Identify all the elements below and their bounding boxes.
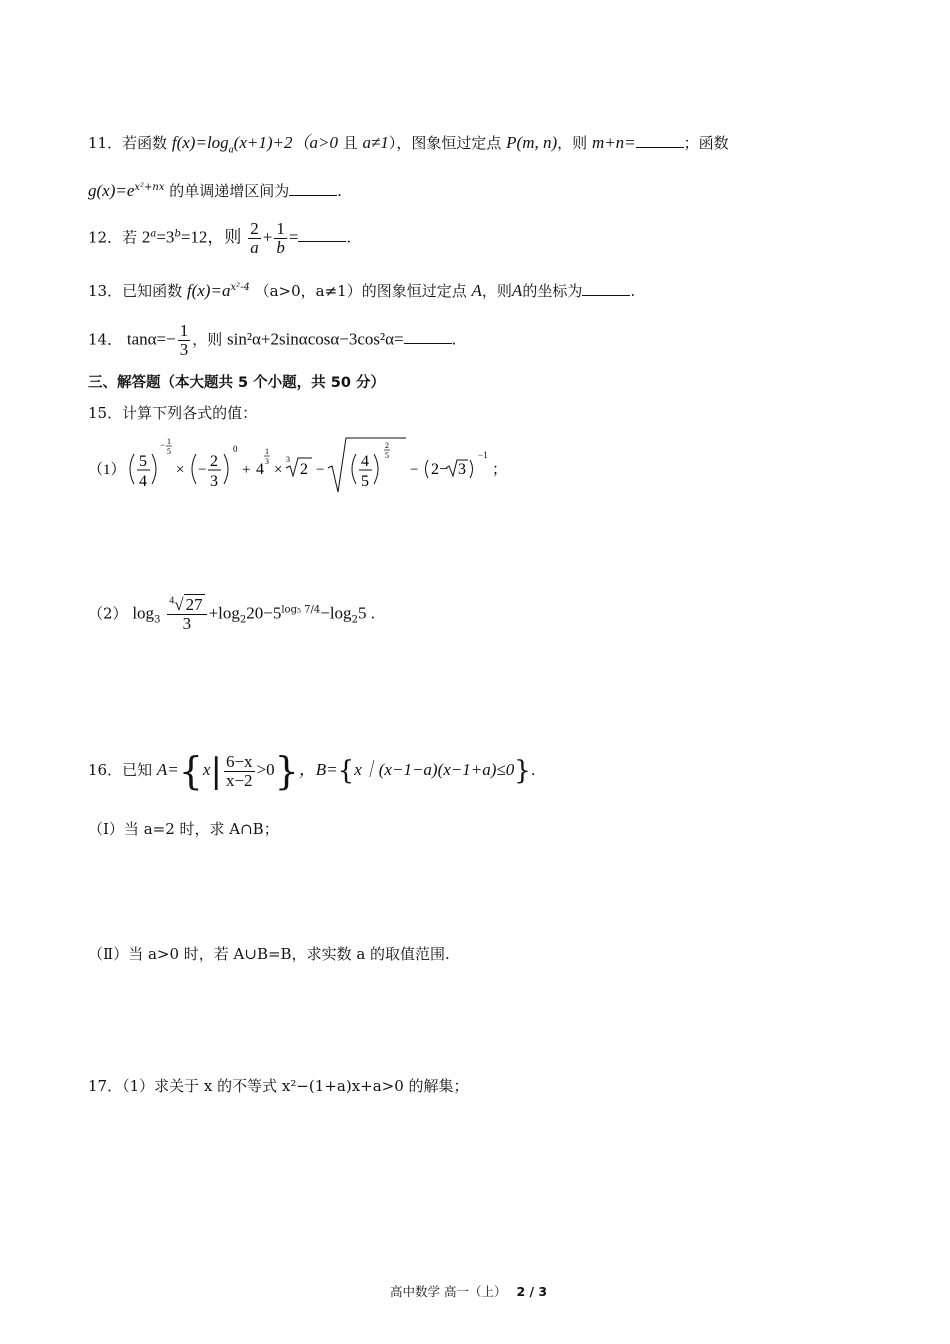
minus: − — [316, 462, 325, 478]
page-number: 2 / 3 — [516, 1284, 548, 1299]
q12-equals: = — [288, 227, 299, 247]
question-12: 12．若 $2^a=3^b=12$，则 $\frac{2}{a}$ + $\frac{1}{b}$ = . — [88, 219, 352, 257]
q11-rest: (x+1)+2（ — [233, 133, 310, 152]
answer-blank — [582, 284, 630, 296]
q12-num2: 1 — [276, 219, 285, 238]
paren-right — [152, 454, 156, 484]
q13-text: ，则 — [481, 282, 512, 300]
paren-left — [192, 454, 196, 484]
exponent-den: 5 — [167, 447, 171, 456]
page-footer — [390, 1282, 547, 1300]
q12-den1: a — [250, 237, 259, 257]
exponent-num: 1 — [167, 437, 171, 446]
q13-label: 13．已知函数 — [88, 282, 183, 300]
term: 2− — [431, 461, 449, 478]
question-16 — [88, 749, 536, 793]
set-bar: | — [210, 751, 222, 791]
exponent: − — [160, 440, 166, 450]
q11-tail: ），图象恒过定点 — [388, 134, 502, 152]
q11-g-text: 的单调递增区间为 — [169, 182, 290, 200]
q15-p2-label: （2） — [88, 604, 128, 623]
plus: + — [242, 462, 251, 478]
q12-base2: =3 — [156, 227, 175, 247]
q13-condition: （a>0，a≠1）的图象恒过定点 — [254, 282, 467, 300]
q14-fraction — [178, 322, 191, 359]
minus: − — [198, 462, 207, 478]
q15-log-base: 3 — [154, 614, 161, 626]
q16-set-b: ，B= — [298, 760, 338, 779]
frac-den: 4 — [139, 473, 147, 490]
q16-fraction — [224, 753, 255, 790]
q13-function: f(x)=a — [186, 281, 231, 300]
q16-label: 16．已知 — [88, 761, 153, 779]
q12-label: 12．若 — [88, 228, 138, 247]
q12-fraction-1 — [248, 220, 261, 257]
section-heading: 三、解答题（本大题共 5 个小题，共 50 分） — [88, 375, 385, 391]
q15-minus-log: −log — [320, 603, 352, 623]
q15-log: log — [132, 603, 155, 623]
q11-point: P(m, n) — [506, 133, 558, 152]
q16-frac-den: x−2 — [225, 770, 253, 790]
frac-num: 4 — [361, 453, 369, 470]
q15-log-base2: 2 — [239, 614, 247, 626]
semicolon: ； — [492, 462, 508, 478]
q11-then: ，则 — [557, 134, 588, 152]
q12-plus: + — [262, 227, 273, 247]
q11-label: 11．若函数 — [88, 134, 168, 152]
q12-base1: 2 — [141, 227, 151, 247]
q15-end: 5 . — [357, 603, 375, 623]
q12-den2: b — [276, 237, 285, 257]
q15-frac-num: $^4$√ 27 — [167, 596, 206, 615]
question-16-part-2: （Ⅱ）当 a>0 时，若 A∪B=B，求实数 a 的取值范围. — [88, 945, 450, 963]
root-index: 3 — [286, 455, 290, 464]
q16-end: . — [530, 761, 536, 779]
q15-part1-expression — [88, 432, 508, 496]
paren-right — [374, 454, 378, 484]
question-14: 14． tanα=− $\frac{1}{3}$ ，则 sin²α+2sinαcosα−3cos²α= . — [88, 321, 457, 359]
q11-f: f(x)=log — [171, 133, 229, 152]
radicand: 3 — [458, 461, 466, 478]
root-index: 4 — [169, 595, 175, 607]
q16-set-a: A= — [156, 760, 179, 779]
question-15-label: 15．计算下列各式的值： — [88, 404, 258, 422]
q16-frac-num: 6−x — [225, 751, 253, 771]
answer-blank — [298, 230, 346, 242]
frac-den: 3 — [210, 473, 218, 490]
q11-cond-b: a≠1 — [362, 133, 389, 152]
q15-log-base2b: 2 — [351, 614, 358, 626]
brace-right: } — [274, 749, 299, 793]
frac-num: 5 — [139, 453, 147, 470]
q15-fraction — [167, 596, 206, 633]
paren-left — [426, 460, 429, 478]
times: × — [176, 462, 185, 478]
q12-eq3: =12，则 — [180, 227, 242, 247]
q15-plus-log: +log — [208, 603, 240, 623]
q11-expr: m+n= — [591, 133, 636, 152]
footer-text: 高中数学 高一（上） — [390, 1284, 507, 1299]
q12-num1: 2 — [250, 219, 259, 238]
q13-text2: 的坐标为 — [522, 282, 583, 300]
q14-label: 14． — [88, 330, 123, 349]
q11-g: g(x)=e — [88, 181, 135, 200]
q11-g-exponent: x²+nx — [134, 182, 165, 193]
radicand: 27 — [185, 595, 203, 614]
q14-text: ，则 — [192, 330, 223, 349]
paren-left — [130, 454, 134, 484]
q11-cond-a: a>0 — [309, 133, 338, 152]
brace-right: } — [514, 756, 531, 786]
question-11-line1 — [88, 128, 729, 155]
exponent: −1 — [478, 450, 488, 460]
q15-20-minus-5: 20−5 — [246, 603, 282, 623]
answer-blank — [636, 136, 684, 148]
q13-point-a: A — [471, 281, 482, 300]
q14-den: 3 — [179, 339, 189, 359]
q16-set-b-body: x｜(x−1−a)(x−1+a)≤0 — [354, 760, 515, 779]
q15-p1-label: （1） — [88, 462, 126, 478]
q12-exp1: a — [150, 228, 157, 240]
q14-expression: sin²α+2sinαcosα−3cos²α= — [227, 329, 404, 349]
exponent-den: 3 — [265, 457, 269, 466]
base: 4 — [256, 461, 264, 478]
q12-exp2: b — [174, 228, 181, 240]
exponent-den: 5 — [385, 451, 389, 460]
question-13: 13．已知函数 $f(x)=a^{x^2-4}$ （a>0，a≠1）的图象恒过定点 A，则A的坐标为 . — [88, 281, 636, 300]
exponent-num: 2 — [385, 441, 389, 450]
q11-log-base: a — [228, 144, 234, 156]
frac-den: 5 — [361, 473, 369, 490]
q16-set-a-var: x — [202, 760, 211, 779]
question-15-part-2 — [88, 596, 375, 633]
question-16-part-1: （Ⅰ）当 a=2 时，求 A∩B； — [88, 820, 279, 838]
q15-exponent: log₅ 7/4 — [281, 604, 321, 616]
q13-point-a-2: A — [511, 281, 523, 300]
answer-blank — [289, 184, 337, 196]
brace-left: { — [337, 756, 355, 786]
q11-cond-mid: 且 — [337, 134, 363, 152]
q12-fraction-2 — [274, 220, 287, 257]
q16-relation: >0 — [256, 760, 275, 779]
exponent-num: 1 — [265, 447, 269, 456]
exponent: 0 — [233, 444, 238, 454]
radicand: 2 — [300, 461, 308, 478]
question-11-line2: $g(x)=e^{x^2+nx}$ 的单调递增区间为 . — [88, 181, 343, 200]
q11-function — [171, 133, 310, 156]
paren-right — [470, 460, 473, 478]
q13-exponent: x²-4 — [230, 282, 250, 293]
q14-tan: tanα=− — [126, 329, 176, 349]
frac-num: 2 — [210, 453, 218, 470]
minus: − — [410, 462, 419, 478]
q11-after: ；函数 — [683, 134, 729, 152]
answer-blank — [404, 332, 452, 344]
paren-left — [352, 454, 356, 484]
q14-num: 1 — [179, 321, 189, 340]
paren-right — [224, 454, 228, 484]
times: × — [274, 462, 283, 478]
question-17: 17．（1）求关于 x 的不等式 x²−(1+a)x+a>0 的解集； — [88, 1077, 469, 1095]
q15-frac-den: 3 — [182, 613, 192, 633]
brace-left: { — [178, 749, 203, 793]
